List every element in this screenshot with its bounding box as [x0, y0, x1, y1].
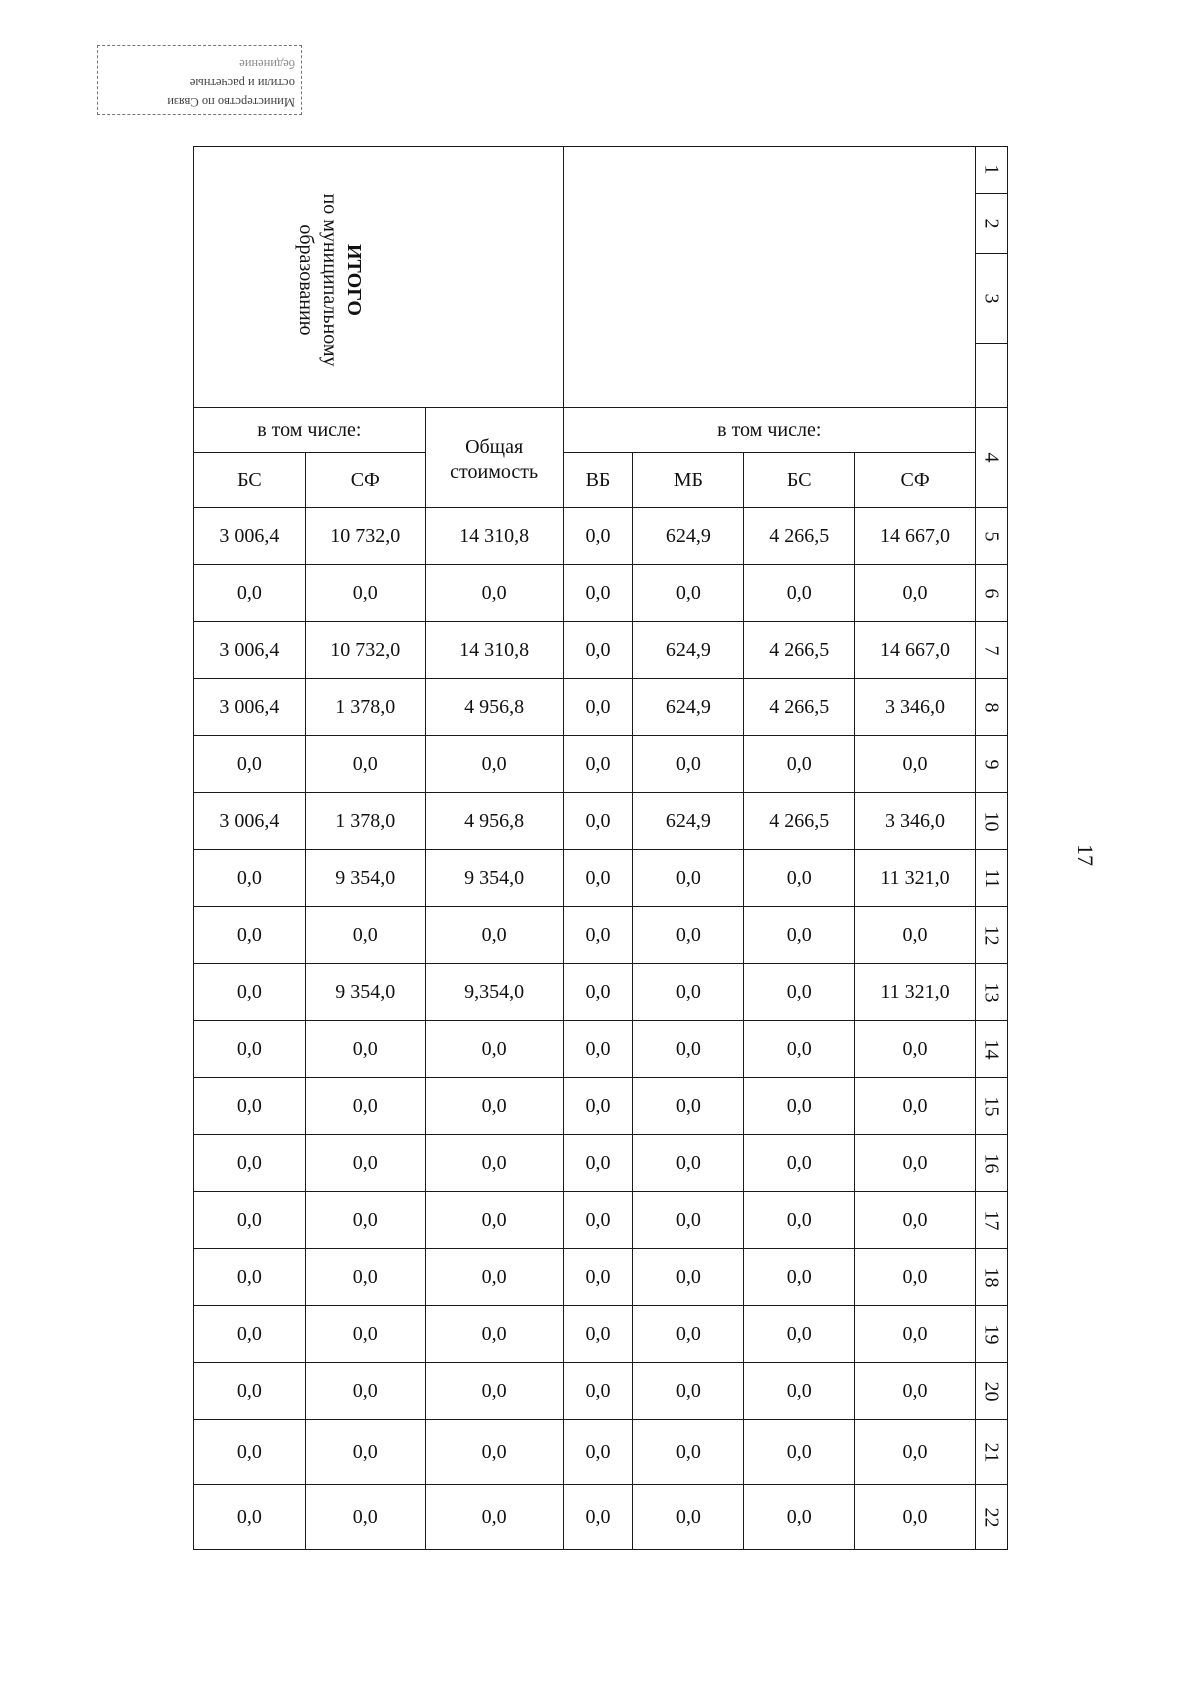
cell-mb: 0,0 [633, 907, 744, 964]
cell-vb: 0,0 [563, 1249, 633, 1306]
cell-bs-right: 0,0 [744, 907, 855, 964]
table-row [194, 1249, 1008, 1306]
cell-mb: 624,9 [633, 679, 744, 736]
table-row [194, 508, 1008, 565]
table-row [194, 793, 1008, 850]
blank-header-cell [563, 147, 975, 408]
row-number-2: 2 [980, 218, 1003, 228]
cell-sf-left: 0,0 [305, 1306, 425, 1363]
cell-bs-left: 0,0 [194, 1078, 306, 1135]
cell-mb: 0,0 [633, 850, 744, 907]
cell-vb: 0,0 [563, 1135, 633, 1192]
row-number-label: 7 [980, 645, 1003, 655]
cell-sf-left: 0,0 [305, 1135, 425, 1192]
row-number-label: 17 [980, 1210, 1003, 1230]
cell-bs-left: 0,0 [194, 1249, 306, 1306]
cell-bs-right: 4 266,5 [744, 679, 855, 736]
row-number [975, 1363, 1007, 1420]
row-number-label: 5 [980, 531, 1003, 541]
cell-sf-left: 0,0 [305, 565, 425, 622]
cell-sf-right: 14 667,0 [855, 622, 976, 679]
cell-vb: 0,0 [563, 1306, 633, 1363]
cell-vb: 0,0 [563, 508, 633, 565]
cell-bs-right: 0,0 [744, 1249, 855, 1306]
cell-bs-left: 0,0 [194, 1192, 306, 1249]
total-cost-header [425, 408, 563, 508]
cell-vb: 0,0 [563, 1078, 633, 1135]
cell-bs-right: 0,0 [744, 1363, 855, 1420]
cell-mb: 0,0 [633, 1306, 744, 1363]
cell-sf-left: 0,0 [305, 1420, 425, 1485]
row-number-3: 3 [980, 293, 1003, 303]
table-row [194, 1192, 1008, 1249]
cell-vb: 0,0 [563, 1192, 633, 1249]
cell-sf-right: 0,0 [855, 1363, 976, 1420]
cell-bs-left: 3 006,4 [194, 508, 306, 565]
cell-sf-left: 10 732,0 [305, 508, 425, 565]
cell-vb: 0,0 [563, 565, 633, 622]
row-number-label: 13 [980, 982, 1003, 1002]
cell-total-cost: 0,0 [425, 1135, 563, 1192]
cell-bs-left: 0,0 [194, 1135, 306, 1192]
cell-vb: 0,0 [563, 1363, 633, 1420]
row-number [975, 1135, 1007, 1192]
cell-bs-right: 4 266,5 [744, 793, 855, 850]
cell-total-cost: 14 310,8 [425, 508, 563, 565]
row-number-label: 10 [980, 811, 1003, 831]
table-row [194, 736, 1008, 793]
table-row [194, 964, 1008, 1021]
cell-bs-right: 0,0 [744, 565, 855, 622]
cell-sf-right: 3 346,0 [855, 679, 976, 736]
table-row [194, 1363, 1008, 1420]
table-row [194, 1306, 1008, 1363]
cell-total-cost: 4 956,8 [425, 793, 563, 850]
cell-vb: 0,0 [563, 1485, 633, 1550]
cell-mb: 0,0 [633, 1021, 744, 1078]
table-row [194, 1078, 1008, 1135]
table-row [194, 907, 1008, 964]
row-number [975, 907, 1007, 964]
row-number-label: 11 [980, 868, 1003, 888]
cell-mb: 0,0 [633, 565, 744, 622]
cell-sf-left: 9 354,0 [305, 850, 425, 907]
cell-sf-left: 9 354,0 [305, 964, 425, 1021]
title-line2: по муниципальному [319, 193, 341, 367]
cell-sf-right: 0,0 [855, 1306, 976, 1363]
cell-total-cost: 0,0 [425, 736, 563, 793]
cell-mb: 624,9 [633, 793, 744, 850]
cell-sf-left: 10 732,0 [305, 622, 425, 679]
cell-mb: 0,0 [633, 1078, 744, 1135]
cell-bs-right: 0,0 [744, 1021, 855, 1078]
cell-bs-right: 0,0 [744, 1485, 855, 1550]
cell-sf-left: 0,0 [305, 1249, 425, 1306]
cell-vb: 0,0 [563, 622, 633, 679]
table-row [194, 565, 1008, 622]
cell-sf-left: 0,0 [305, 1078, 425, 1135]
col-header-bs-left: БС [194, 453, 306, 508]
cell-sf-left: 0,0 [305, 1485, 425, 1550]
ministry-stamp [97, 45, 302, 115]
cell-vb: 0,0 [563, 736, 633, 793]
cell-bs-left: 0,0 [194, 1420, 306, 1485]
cell-mb: 624,9 [633, 508, 744, 565]
cell-total-cost: 14 310,8 [425, 622, 563, 679]
cell-bs-right: 0,0 [744, 964, 855, 1021]
row-number [975, 1306, 1007, 1363]
row-number-4: 4 [980, 452, 1003, 462]
cell-total-cost: 0,0 [425, 1078, 563, 1135]
cell-mb: 0,0 [633, 1249, 744, 1306]
cell-bs-right: 0,0 [744, 1135, 855, 1192]
cell-bs-right: 0,0 [744, 1420, 855, 1485]
row-number-label: 19 [980, 1324, 1003, 1344]
cell-bs-left: 0,0 [194, 1021, 306, 1078]
cell-mb: 0,0 [633, 1135, 744, 1192]
cell-total-cost: 0,0 [425, 1021, 563, 1078]
col-header-mb: МБ [633, 453, 744, 508]
cell-bs-left: 0,0 [194, 964, 306, 1021]
row-number [975, 1078, 1007, 1135]
cell-bs-right: 4 266,5 [744, 508, 855, 565]
row-number-label: 6 [980, 588, 1003, 598]
cell-sf-right: 14 667,0 [855, 508, 976, 565]
header-row-number [975, 344, 1007, 408]
cell-bs-left: 0,0 [194, 736, 306, 793]
row-number [975, 1420, 1007, 1485]
cell-bs-right: 0,0 [744, 850, 855, 907]
cell-sf-right: 0,0 [855, 1192, 976, 1249]
cell-bs-left: 0,0 [194, 565, 306, 622]
right-group-header: в том числе: [563, 408, 975, 453]
table-row [194, 1420, 1008, 1485]
cell-sf-left: 1 378,0 [305, 679, 425, 736]
col-header-sf-right: СФ [855, 453, 976, 508]
cell-bs-right: 4 266,5 [744, 622, 855, 679]
row-number [975, 1249, 1007, 1306]
col-header-sf-left: СФ [305, 453, 425, 508]
row-number [975, 793, 1007, 850]
cell-vb: 0,0 [563, 907, 633, 964]
cell-sf-right: 0,0 [855, 1420, 976, 1485]
left-group-header: в том числе: [194, 408, 426, 453]
cell-vb: 0,0 [563, 850, 633, 907]
cell-sf-right: 3 346,0 [855, 793, 976, 850]
stamp-line: остили и расчетные [189, 76, 295, 90]
cell-sf-right: 0,0 [855, 1485, 976, 1550]
cell-bs-left: 0,0 [194, 1306, 306, 1363]
title-cell [194, 147, 564, 408]
title-line1: ИТОГО [343, 244, 365, 316]
cell-bs-left: 3 006,4 [194, 793, 306, 850]
cell-total-cost: 0,0 [425, 1420, 563, 1485]
table-row [194, 679, 1008, 736]
stamp-line: бединение [239, 57, 295, 71]
cell-sf-left: 1 378,0 [305, 793, 425, 850]
cell-vb: 0,0 [563, 679, 633, 736]
row-number [975, 679, 1007, 736]
title-line3: образованию [295, 224, 317, 336]
cell-total-cost: 9,354,0 [425, 964, 563, 1021]
cell-sf-right: 0,0 [855, 907, 976, 964]
cell-total-cost: 9 354,0 [425, 850, 563, 907]
cell-bs-left: 0,0 [194, 1363, 306, 1420]
cell-sf-right: 11 321,0 [855, 964, 976, 1021]
cell-mb: 0,0 [633, 1192, 744, 1249]
row-number [975, 850, 1007, 907]
row-number [975, 1021, 1007, 1078]
row-number-label: 8 [980, 702, 1003, 712]
cell-sf-right: 0,0 [855, 736, 976, 793]
table-row [194, 850, 1008, 907]
cell-vb: 0,0 [563, 1420, 633, 1485]
cell-mb: 0,0 [633, 736, 744, 793]
row-number-1: 1 [980, 164, 1003, 175]
row-number-label: 22 [980, 1507, 1003, 1527]
cell-bs-right: 0,0 [744, 736, 855, 793]
table-row [194, 1485, 1008, 1550]
row-number-label: 20 [980, 1381, 1003, 1401]
cell-bs-left: 3 006,4 [194, 622, 306, 679]
col-header-vb: ВБ [563, 453, 633, 508]
cell-bs-left: 0,0 [194, 850, 306, 907]
cell-mb: 0,0 [633, 964, 744, 1021]
cell-bs-right: 0,0 [744, 1192, 855, 1249]
cell-sf-right: 0,0 [855, 1021, 976, 1078]
row-number-label: 12 [980, 925, 1003, 945]
cell-sf-left: 0,0 [305, 736, 425, 793]
cell-vb: 0,0 [563, 964, 633, 1021]
cell-sf-right: 0,0 [855, 1249, 976, 1306]
cell-bs-left: 0,0 [194, 1485, 306, 1550]
cell-total-cost: 0,0 [425, 1192, 563, 1249]
cell-bs-right: 0,0 [744, 1306, 855, 1363]
cell-total-cost: 0,0 [425, 1306, 563, 1363]
col-header-bs-right: БС [744, 453, 855, 508]
row-number-label: 18 [980, 1267, 1003, 1287]
cell-sf-right: 11 321,0 [855, 850, 976, 907]
cell-bs-left: 3 006,4 [194, 679, 306, 736]
cell-sf-right: 0,0 [855, 565, 976, 622]
cell-mb: 624,9 [633, 622, 744, 679]
row-number [975, 736, 1007, 793]
cell-mb: 0,0 [633, 1363, 744, 1420]
cell-mb: 0,0 [633, 1420, 744, 1485]
cell-sf-right: 0,0 [855, 1078, 976, 1135]
cell-total-cost: 0,0 [425, 907, 563, 964]
cell-vb: 0,0 [563, 1021, 633, 1078]
cell-bs-right: 0,0 [744, 1078, 855, 1135]
stamp-line: Министерство по Связи [167, 95, 295, 109]
cell-total-cost: 0,0 [425, 565, 563, 622]
cell-sf-left: 0,0 [305, 1021, 425, 1078]
cell-sf-right: 0,0 [855, 1135, 976, 1192]
cell-total-cost: 0,0 [425, 1485, 563, 1550]
page-number: 17 [1073, 844, 1098, 866]
row-number-label: 14 [980, 1039, 1003, 1059]
total-cost-line2: стоимость [450, 460, 539, 483]
total-cost-line1: Общая [465, 435, 524, 458]
cell-mb: 0,0 [633, 1485, 744, 1550]
row-number-label: 16 [980, 1153, 1003, 1173]
cell-bs-left: 0,0 [194, 907, 306, 964]
cell-total-cost: 0,0 [425, 1363, 563, 1420]
row-number [975, 622, 1007, 679]
row-number [975, 565, 1007, 622]
table-row [194, 1135, 1008, 1192]
row-number-label: 9 [980, 759, 1003, 769]
row-number [975, 508, 1007, 565]
row-number [975, 1485, 1007, 1550]
cell-sf-left: 0,0 [305, 1192, 425, 1249]
cell-sf-left: 0,0 [305, 907, 425, 964]
cell-vb: 0,0 [563, 793, 633, 850]
table-row [194, 1021, 1008, 1078]
row-number [975, 1192, 1007, 1249]
row-number [975, 964, 1007, 1021]
row-number-label: 15 [980, 1096, 1003, 1116]
cell-total-cost: 0,0 [425, 1249, 563, 1306]
cell-total-cost: 4 956,8 [425, 679, 563, 736]
cell-sf-left: 0,0 [305, 1363, 425, 1420]
table-row [194, 622, 1008, 679]
row-number-label: 21 [980, 1442, 1003, 1462]
